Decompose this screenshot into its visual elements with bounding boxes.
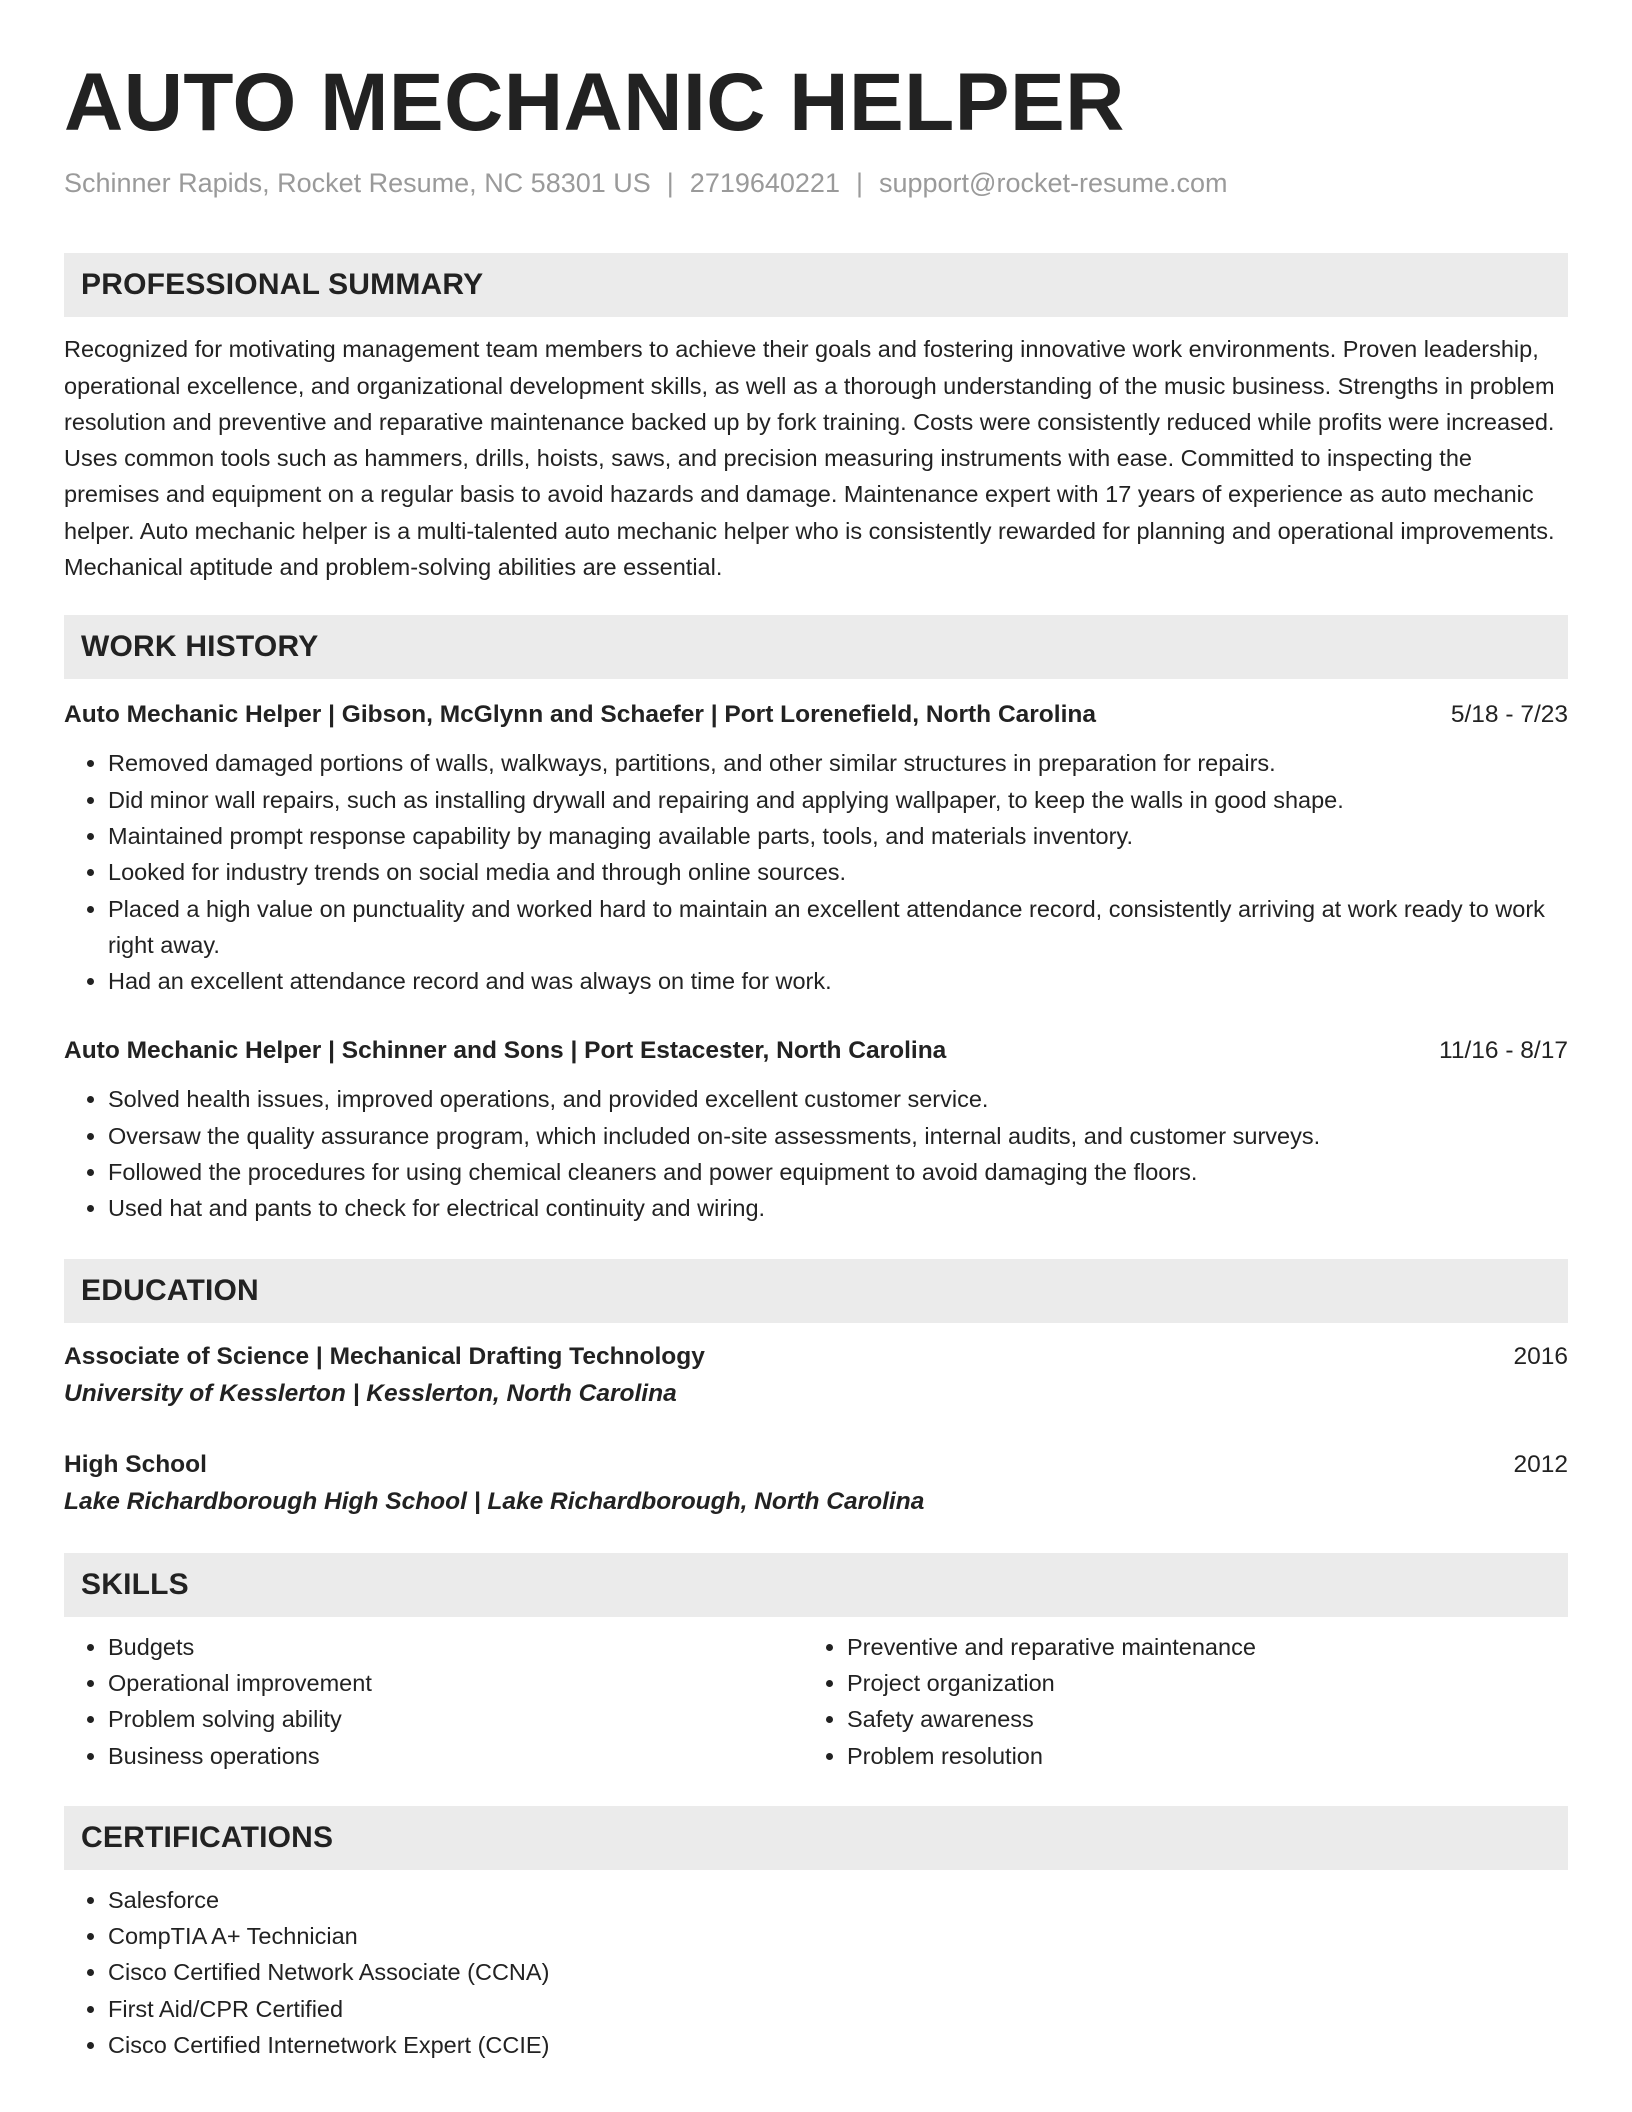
- skill-item: • Problem solving ability: [108, 1701, 803, 1737]
- skill-item: • Project organization: [847, 1665, 1542, 1701]
- contact-separator: |: [666, 168, 674, 199]
- contact-email: support@rocket-resume.com: [878, 168, 1228, 199]
- job-bullets: [64, 745, 1568, 999]
- job-title: Auto Mechanic Helper | Gibson, McGlynn and Schaefer | Port Lorenefield, North Carolina: [64, 701, 1096, 729]
- education-year: 2012: [1513, 1450, 1568, 1478]
- contact-address: Schinner Rapids, Rocket Resume, NC 58301 US: [64, 168, 651, 199]
- education-year: 2016: [1513, 1342, 1568, 1370]
- job-bullet: • Had an excellent attendance record and was always on time for work.: [108, 963, 1568, 999]
- education-header: [64, 1447, 1568, 1483]
- education-degree: Associate of Science | Mechanical Drafting Technology: [64, 1342, 705, 1370]
- certification-item: • Cisco Certified Network Associate (CCNA): [108, 1954, 1568, 1990]
- skills-column-left: [64, 1629, 803, 1774]
- job-bullets: [64, 1081, 1568, 1226]
- skill-item: • Problem resolution: [847, 1738, 1542, 1774]
- education-school: University of Kesslerton | Kesslerton, North Carolina: [64, 1379, 677, 1407]
- skills-grid: [64, 1629, 1568, 1774]
- certification-item: • Salesforce: [108, 1882, 1568, 1918]
- section-heading-work-history: WORK HISTORY: [64, 615, 1568, 679]
- job-title: Auto Mechanic Helper | Schinner and Sons | Port Estacester, North Carolina: [64, 1037, 947, 1065]
- job-bullet: • Looked for industry trends on social media and through online sources.: [108, 854, 1568, 890]
- job-bullet: • Removed damaged portions of walls, walkways, partitions, and other similar structures in preparation for repairs.: [108, 745, 1568, 781]
- education-degree: High School: [64, 1450, 207, 1478]
- job-bullet: • Solved health issues, improved operations, and provided excellent customer service.: [108, 1081, 1568, 1117]
- section-heading-certifications: CERTIFICATIONS: [64, 1806, 1568, 1870]
- job-bullet: • Used hat and pants to check for electrical continuity and wiring.: [108, 1190, 1568, 1226]
- skill-item: • Safety awareness: [847, 1701, 1542, 1737]
- job-bullet: • Did minor wall repairs, such as installing drywall and repairing and applying wallpaper, to keep the walls in good shape.: [108, 782, 1568, 818]
- job-header: [64, 1033, 1568, 1069]
- section-heading-skills: SKILLS: [64, 1553, 1568, 1617]
- certification-item: • First Aid/CPR Certified: [108, 1991, 1568, 2027]
- job-bullet: • Maintained prompt response capability by managing available parts, tools, and materials inventory.: [108, 818, 1568, 854]
- skill-item: • Operational improvement: [108, 1665, 803, 1701]
- job-header: [64, 697, 1568, 733]
- job-dates: 11/16 - 8/17: [1439, 1037, 1568, 1065]
- job-bullet: • Placed a high value on punctuality and worked hard to maintain an excellent attendance record, consistently arriving at work ready to work right away.: [108, 891, 1568, 964]
- skill-item: • Budgets: [108, 1629, 803, 1665]
- skill-item: • Business operations: [108, 1738, 803, 1774]
- job-entry: [64, 697, 1568, 999]
- job-bullet: • Oversaw the quality assurance program, which included on-site assessments, internal audits, and customer surveys.: [108, 1118, 1568, 1154]
- contact-line: [64, 166, 1568, 201]
- job-bullet: • Followed the procedures for using chemical cleaners and power equipment to avoid damaging the floors.: [108, 1154, 1568, 1190]
- skill-item: • Preventive and reparative maintenance: [847, 1629, 1542, 1665]
- skills-column-right: [803, 1629, 1542, 1774]
- section-heading-education: EDUCATION: [64, 1259, 1568, 1323]
- education-header: [64, 1339, 1568, 1375]
- job-dates: 5/18 - 7/23: [1450, 701, 1568, 729]
- education-entry: [64, 1447, 1568, 1521]
- job-entry: [64, 1033, 1568, 1226]
- education-entry: [64, 1339, 1568, 1413]
- certifications-list: [64, 1882, 1568, 2063]
- certification-item: • CompTIA A+ Technician: [108, 1918, 1568, 1954]
- contact-separator: |: [855, 168, 863, 199]
- section-heading-summary: PROFESSIONAL SUMMARY: [64, 253, 1568, 317]
- education-school: Lake Richardborough High School | Lake Richardborough, North Carolina: [64, 1487, 925, 1515]
- summary-text: Recognized for motivating management team members to achieve their goals and fostering innovative work environments. Proven leadership, operational excellence, and organizational development skills, as well as a thorough understanding of the music business. Strengths in problem resolution and preventive and reparative maintenance backed up by fork training. Costs were consistently reduced while profits were increased. Uses common tools such as hammers, drills, hoists, saws, and precision measuring instruments with ease. Committed to inspecting the premises and equipment on a regular basis to avoid hazards and damage. Maintenance expert with 17 years of experience as auto mechanic helper. Auto mechanic helper is a multi-talented auto mechanic helper who is consistently rewarded for planning and operational improvements. Mechanical aptitude and problem-solving abilities are essential.: [64, 336, 1555, 581]
- certification-item: • Cisco Certified Internetwork Expert (CCIE): [108, 2027, 1568, 2063]
- contact-phone: 2719640221: [689, 168, 840, 199]
- resume-name: AUTO MECHANIC HELPER: [64, 57, 1125, 148]
